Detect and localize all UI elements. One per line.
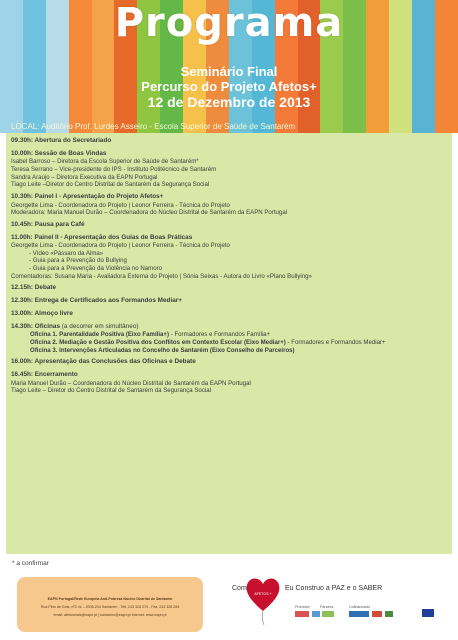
program-item [11, 297, 449, 306]
workshop-audience: - Formadores e Formandos Mediar+ [285, 338, 386, 346]
program-item [11, 234, 449, 281]
program-panel [6, 133, 452, 554]
com-label: Com [232, 585, 247, 592]
project-subtitle: Percurso do Projeto Afetos+ [141, 79, 317, 94]
item-title: 16.45h: Encerramento [11, 371, 78, 379]
org-address: Rua Pêro de Góis, nº2 r/c – 2005-204 Santarém - Telf. 243 328 270 - Fax. 243 328 284 [40, 605, 180, 609]
contact-box [17, 577, 203, 632]
funder-logo [385, 611, 393, 617]
partner-logo [312, 611, 320, 617]
program-item [11, 284, 449, 293]
seminar-subtitle: Seminário Final [180, 64, 278, 79]
page-title: Programa [114, 0, 344, 46]
speaker-line: Maria Manuel Durão – Coordenadora do Núcleo Distrital de Santarém da EAPN Portugal [11, 379, 251, 387]
workshop-name: Oficina 2. Mediação e Gestão Positiva dos Conflitos em Contexto Escolar (Eixo Mediar+) [30, 338, 286, 346]
program-item [11, 358, 449, 367]
speaker-line: Georgette Lima - Coordenadora do Projeto | Leonor Ferreira - Técnica do Projeto [11, 242, 230, 250]
promotor-label: Promotor [295, 605, 310, 609]
partner-logo [322, 611, 334, 617]
eu-flag-logo [422, 609, 434, 617]
workshop-name: Oficina 1. Parentalidade Positiva (Eixo Família+) [30, 331, 170, 339]
workshop-line [11, 339, 449, 347]
program-item [11, 371, 449, 395]
sub-item: - Guia para a Prevenção do Bullying [29, 257, 127, 265]
program-item [11, 137, 449, 146]
item-title: 10.30h: Painel I - Apresentação do Projeto Afetos+ [11, 192, 164, 200]
item-title: 12.30h: Entrega de Certificados aos Formandos Mediar+ [11, 297, 182, 305]
oficinas-title: 14.30h: Oficinas [11, 322, 61, 330]
moderator-line: Moderadora: Maria Manuel Durão – Coordenadora do Núcleo Distrital de Santarém da EAPN Portugal [11, 209, 288, 217]
workshop-audience: - Formadores e Formandos Família+ [169, 331, 271, 339]
program-item [11, 323, 449, 354]
heart-text: AFETOS + [254, 592, 272, 596]
commentators-line: Comentadoras: Susana Maria - Avaliadora Externa do Projeto | Sónia Seixas - Autora do Livro «Plano Bullying» [11, 272, 312, 280]
speaker-line: Isabel Barroso – Diretora da Escola Superior de Saúde de Santarém* [11, 158, 199, 166]
program-item [11, 193, 449, 217]
slogan: Eu Construo a PAZ e o SABER [285, 585, 383, 592]
heart-balloon-logo [245, 573, 281, 625]
org-email: email: afetosmais@eapn.pt | santarem@eapn.pt Internet: www.eapn.pt [53, 613, 167, 617]
workshop-line [11, 347, 449, 355]
item-title: 09.30h: Abertura do Secretariado [11, 137, 112, 144]
item-title: 10.45h: Pausa para Café [11, 220, 85, 228]
speaker-line: Georgette Lima - Coordenadora do Projeto | Leonor Ferreira - Técnica do Projeto [11, 201, 230, 209]
workshop-name: Oficina 3. Intervenções Articuladas no Concelho de Santarém (Eixo Conselho de Parceiros) [30, 346, 295, 354]
item-title: 16.00h: Apresentação das Conclusões das Oficinas e Debate [11, 358, 196, 366]
item-title [11, 323, 449, 332]
footnote: * a confirmar [12, 560, 49, 567]
eapn-logo [295, 611, 309, 617]
item-title: 11.00h: Painel II - Apresentação dos Guias de Boas Práticas [11, 233, 193, 241]
event-date: 12 de Dezembro de 2013 [147, 94, 311, 110]
event-location: LOCAL: Auditório Prof. Lurdes Asseiro - Escola Superior de Saúde de Santarém [11, 122, 296, 131]
cofinanciado-label: Cofinanciado [349, 605, 370, 609]
speaker-line: Tiago Leite – Diretor do Centro Distrital de Santarém da Segurança Social [11, 387, 211, 395]
org-name: EAPN Portugal/Rede Europeia Anti-Pobreza Núcleo Distrital de Santarém [47, 597, 173, 601]
oficinas-note: (a decorrer em simultâneo) [60, 322, 139, 330]
logo-area [232, 565, 447, 635]
funder-logo [372, 611, 382, 617]
workshop-line [11, 331, 449, 339]
speaker-line: Teresa Serrano – Vice-presidente do IPS - Instituto Politécnico de Santarém [11, 165, 217, 173]
funder-logo [349, 611, 369, 617]
item-title: 13.00h: Almoço livre [11, 310, 73, 317]
sub-item: - Vídeo «Pássaro da Alma» [29, 249, 104, 257]
program-item [11, 310, 449, 319]
speaker-line: Sandra Araújo – Diretora Executiva da EAPN Portugal [11, 173, 158, 181]
program-item [11, 221, 449, 230]
item-title: 10.00h: Sessão de Boas Vindas [11, 149, 107, 157]
item-title: 12.15h: Debate [11, 284, 57, 292]
speaker-line: Tiago Leite –Diretor do Centro Distrital de Santarém da Segurança Social [11, 181, 210, 189]
parceira-label: Parceira [320, 605, 334, 609]
sub-item: - Guia para a Prevenção da Violência no Namoro [29, 265, 163, 273]
program-item [11, 150, 449, 189]
